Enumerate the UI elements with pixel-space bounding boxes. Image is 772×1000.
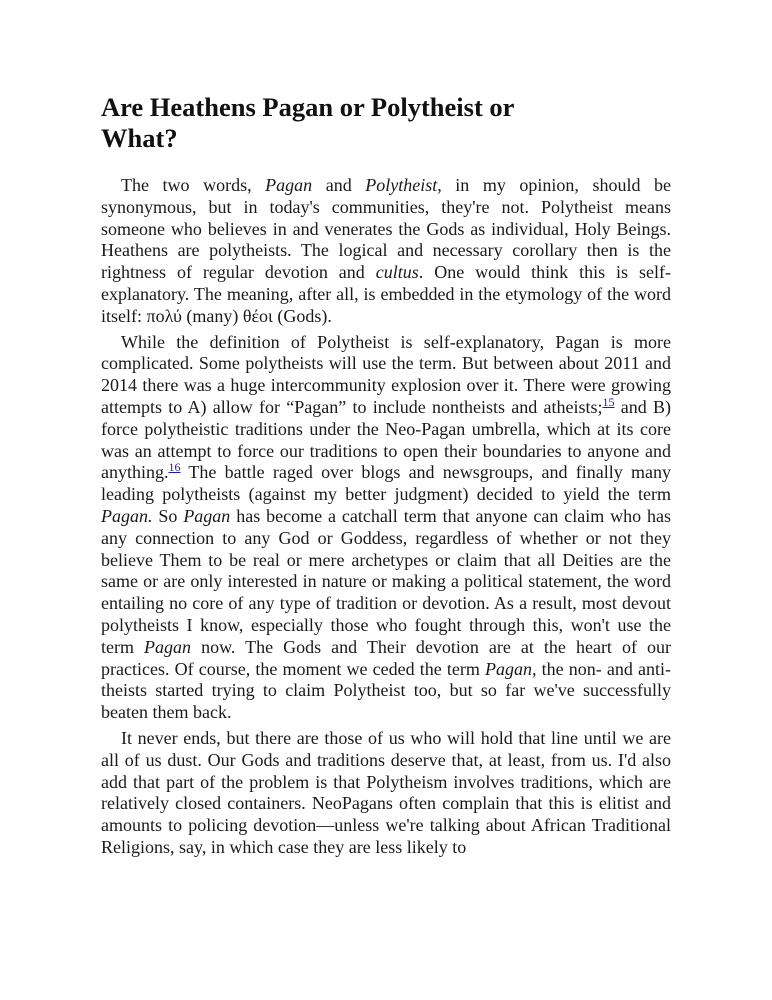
p1-text-2: and [312,175,366,195]
paragraph-3 [101,728,671,859]
p1-text-4: . One would think this is self-explanatory. The meaning, after all, is embedded in the etymology of the word itself: πολύ (many) θέοι (Gods). [101,262,671,326]
footnote-link-16[interactable]: 16 [168,460,181,475]
page-content [101,92,671,863]
p2-italic-pagan-3: Pagan [144,636,192,657]
p2-text-1: While the definition of Polytheist is self-explanatory, Pagan is more complicated. Some polytheists will use the term. But between about 2011 and 2014 there was a huge intercommunity explosion over it. There were growing attempts to A) allow for “Pagan” to include nontheists and atheists; [101,331,671,417]
p2-italic-pagan-1: Pagan. [101,505,153,526]
p2-text-3: The battle raged over blogs and newsgroups, and finally many leading polytheists (against my better judgment) decided to yield the term [101,462,671,505]
chapter-title: Are Heathens Pagan or Polytheist or What? [101,92,514,153]
p2-text-6: now. The Gods and Their devotion are at the heart of our practices. Of course, the moment we ceded the term [101,636,671,679]
p1-text-1: The two words, [121,175,266,195]
paragraph-1 [101,175,671,328]
p1-italic-polytheist: Polytheist, [365,175,442,195]
p1-italic-cultus: cultus [375,262,419,283]
paragraph-2 [101,332,671,724]
p2-italic-pagan-4: Pagan, [485,658,537,679]
p1-italic-pagan: Pagan [265,175,313,195]
p2-italic-pagan-2: Pagan [183,505,231,526]
footnote-link-15[interactable]: 15 [602,394,615,409]
p3-text-1: It never ends, but there are those of us who will hold that line until we are all of us dust. Our Gods and traditions deserve that, at least, from us. I'd also add that part of the problem is that Polytheism involves traditions, which are relatively closed containers. NeoPagans often complain that this is elitist and amounts to policing devotion—unless we're talking about African Traditional Religions, say, in which case they are less likely to [101,727,671,857]
p2-text-5: has become a catchall term that anyone can claim who has any connection to any God or Goddess, regardless of whether or not they believe Them to be real or mere archetypes or claim that all Deities are the same or are only interested in nature or making a political statement, the word entailing no core of any type of tradition or devotion. As a result, most devout polytheists I know, especially those who fought through this, won't use the term [101,505,671,657]
p1-text-3: in my opinion, should be synonymous, but in today's communities, they're not. Polytheist means someone who believes in and venerates the Gods as individual, Holy Beings. Heathens are polytheists. The logical and necessary corollary then is the rightness of regular devotion and [101,175,672,283]
p2-text-7: the non- and anti-theists started trying to claim Polytheist too, but so far we've successfully beaten them back. [101,658,671,723]
p2-text-2: and B) force polytheistic traditions under the Neo-Pagan umbrella, which at its core was an attempt to force our traditions to open their boundaries to anyone and anything. [101,396,671,483]
p2-text-4: So [152,505,184,526]
